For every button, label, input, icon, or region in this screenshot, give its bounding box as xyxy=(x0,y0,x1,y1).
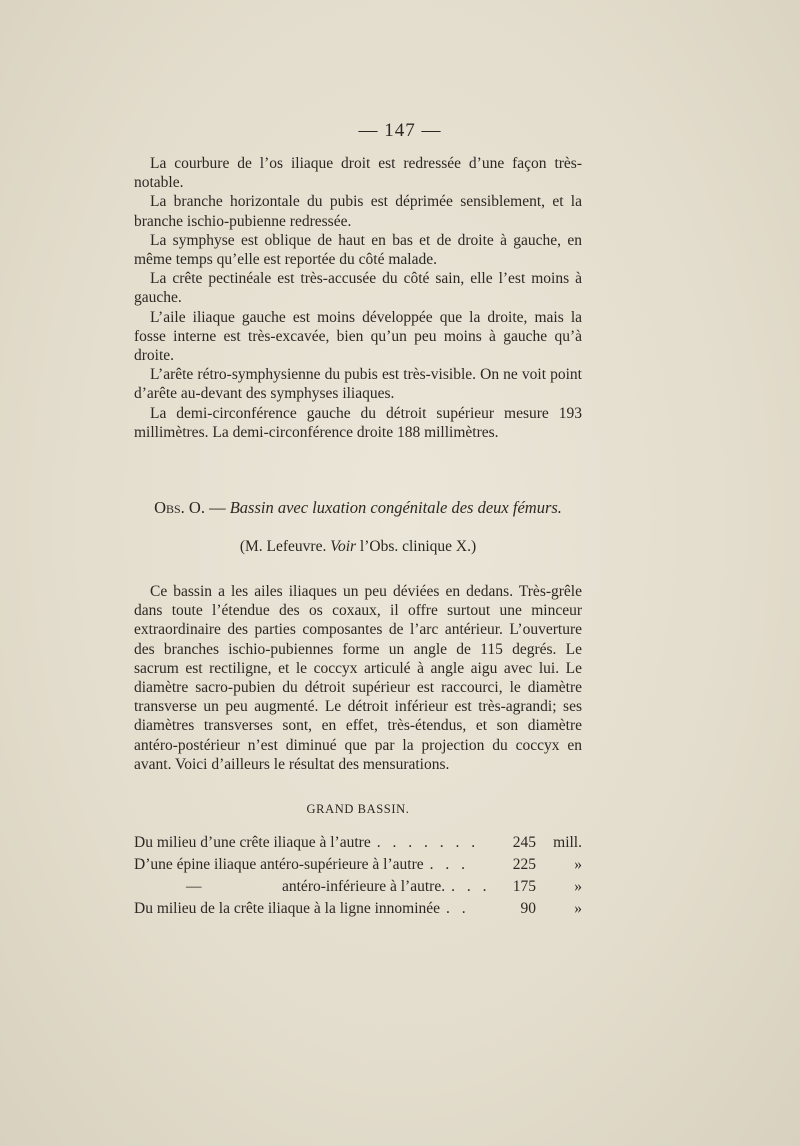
measurement-value: 245 xyxy=(512,834,536,851)
measurement-label: Du milieu d’une crête iliaque à l’autre xyxy=(134,834,371,851)
measurement-label: antéro-inférieure à l’autre. xyxy=(282,878,446,895)
measurement-unit: mill. xyxy=(553,834,582,851)
leader-dots: . . xyxy=(446,900,470,917)
observation-dash: — xyxy=(204,498,230,517)
observation-label: Obs. O. xyxy=(154,498,205,517)
observation-title: Bassin avec luxation congénitale des deux fémurs. xyxy=(229,498,562,517)
paragraph: L’arête rétro-symphysienne du pubis est très-visible. On ne voit point d’arête au-devant des symphyses iliaques. xyxy=(134,366,582,403)
attribution-author: (M. Lefeuvre. xyxy=(239,538,331,555)
attribution-reference: l’Obs. clinique X.) xyxy=(356,538,477,555)
paragraph: La demi-circonférence gauche du détroit supérieur mesure 193 millimètres. La demi-circonférence droite 188 millimètres. xyxy=(134,404,582,441)
paragraph: La symphyse est oblique de haut en bas et de droite à gauche, en même temps qu’elle est reportée du côté malade. xyxy=(134,231,582,269)
leader-dots: . . . xyxy=(451,878,491,895)
measurement-label-group xyxy=(134,878,445,896)
measurement-row xyxy=(134,900,582,922)
section-heading: GRAND BASSIN. xyxy=(306,802,410,816)
leader-dots: . . . xyxy=(429,856,469,873)
paragraph: La courbure de l’os iliaque droit est redressée d’une façon très-notable. xyxy=(134,155,582,192)
text-block-main xyxy=(134,582,582,774)
paragraph: La crête pectinéale est très-accusée du côté sain, elle l’est moins à gauche. xyxy=(134,270,582,307)
measurement-row xyxy=(134,834,582,856)
measurement-value: 225 xyxy=(512,856,536,873)
ditto-dash: — xyxy=(186,878,202,895)
page-number: — 147 — xyxy=(358,120,442,141)
measurement-unit: » xyxy=(574,900,582,917)
observation-heading xyxy=(134,498,582,518)
paragraph: Ce bassin a les ailes iliaques un peu déviées en dedans. Très-grêle dans toute l’étendue des os coxaux, il offre surtout une minceur extraordinaire des parties composantes de l’arc antérieur. L’ouverture des branches ischio-pubiennes forme un angle de 115 degrés. Le sacrum est rectiligne, et le coccyx articulé à angle aigu avec lui. Le diamètre sacro-pubien du détroit supérieur est raccourci, le diamètre transverse un peu augmenté. Le détroit inférieur est très-agrandi; ses diamètres transverses sont, en effet, très-étendus, et son diamètre antéro-postérieur n’est diminué que par la projection du coccyx en avant. Voici d’ailleurs le résultat des mensurations. xyxy=(134,583,582,773)
measurement-label: D’une épine iliaque antéro-supérieure à l’autre xyxy=(134,856,424,873)
paragraph: L’aile iliaque gauche est moins développée que la droite, mais la fosse interne est très-excavée, bien qu’un peu moins à gauche qu’à droite. xyxy=(134,308,582,365)
measurement-value: 175 xyxy=(512,878,536,895)
measurement-value: 90 xyxy=(520,900,536,917)
attribution-voir: Voir xyxy=(330,538,357,555)
measurement-row xyxy=(134,878,582,900)
paragraph: La branche horizontale du pubis est déprimée sensiblement, et la branche ischio-pubienne redressée. xyxy=(134,193,582,230)
measurement-unit: » xyxy=(574,878,582,895)
measurements-table xyxy=(134,834,582,922)
attribution-line xyxy=(0,538,716,556)
leader-dots: . . . . . . . xyxy=(376,834,480,851)
measurement-unit: » xyxy=(574,856,582,873)
text-block-top xyxy=(134,154,582,442)
measurement-label: Du milieu de la crête iliaque à la ligne innominée xyxy=(134,900,441,917)
measurement-row xyxy=(134,856,582,878)
